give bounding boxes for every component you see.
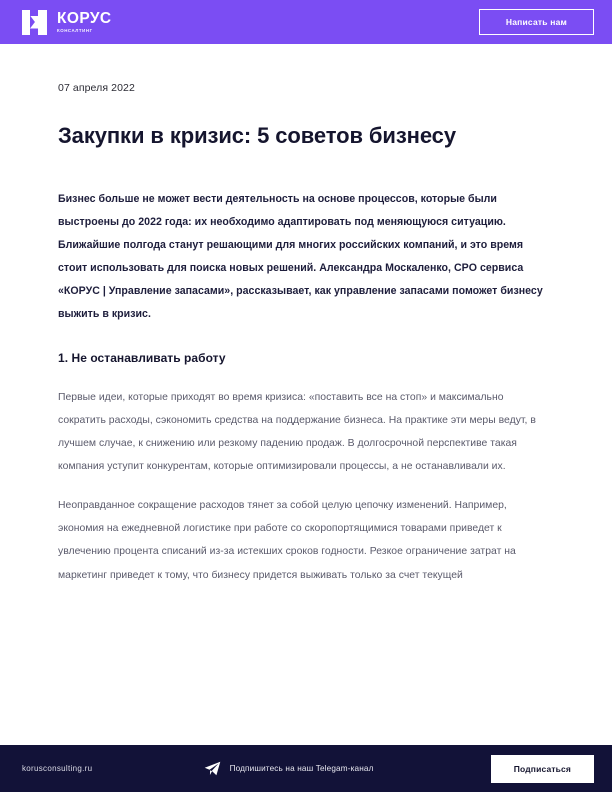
article-date: 07 апреля 2022 (58, 82, 135, 94)
footer-telegram-text: Подпишитесь на наш Telegam-канал (229, 764, 374, 773)
article-lede: Бизнес больше не может вести деятельность на основе процессов, которые были выстроены до 2022 года: их необходимо адаптировать под меняющуюся ситуацию. Ближайшие полгода станут решающими для многих российских компаний, и это время стоит использовать для поиска новых решений. Александра Москаленко, CPO сервиса «КОРУС | Управление запасами», рассказывает, как управление запасами поможет бизнесу выжить в кризис. (58, 193, 543, 320)
brand-subtitle: КОНСАЛТИНГ (57, 27, 93, 33)
article-content (0, 82, 612, 587)
site-footer (0, 745, 612, 792)
brand-name: КОРУС (57, 9, 112, 27)
article-paragraph: Первые идеи, которые приходят во время кризиса: «поставить все на стоп» и максимально сократить расходы, сэкономить средства на поддержание бизнеса. На практике эти меры ведут, в лучшем случае, к снижению или резкому падению продаж. В долгосрочной перспективе такая компания уступит конкурентам, которые оптимизировали процессы, а не останавливали их. (58, 391, 536, 473)
brand-logo[interactable] (22, 10, 112, 35)
contact-us-button[interactable]: Написать нам (479, 9, 594, 35)
telegram-paper-plane-icon (204, 761, 221, 776)
section-heading-1: 1. Не останавливать работу (58, 350, 226, 365)
site-header (0, 0, 612, 44)
page-title: Закупки в кризис: 5 советов бизнесу (58, 123, 456, 148)
article-paragraph: Неоправданное сокращение расходов тянет за собой целую цепочку изменений. Например, экономия на ежедневной логистике при работе со скоропортящимися товарами приведет к увлечению процента списаний из-за истекших сроков годности. Резкое ограничение затрат на маркетинг приведет к тому, что бизнесу придется выживать только за счет текущей (58, 500, 516, 581)
footer-telegram-block[interactable] (92, 761, 484, 776)
subscribe-button[interactable]: Подписаться (491, 755, 594, 783)
footer-website-link[interactable]: korusconsulting.ru (22, 764, 93, 773)
korus-logo-icon (22, 10, 48, 35)
brand-wordmark (57, 11, 112, 33)
